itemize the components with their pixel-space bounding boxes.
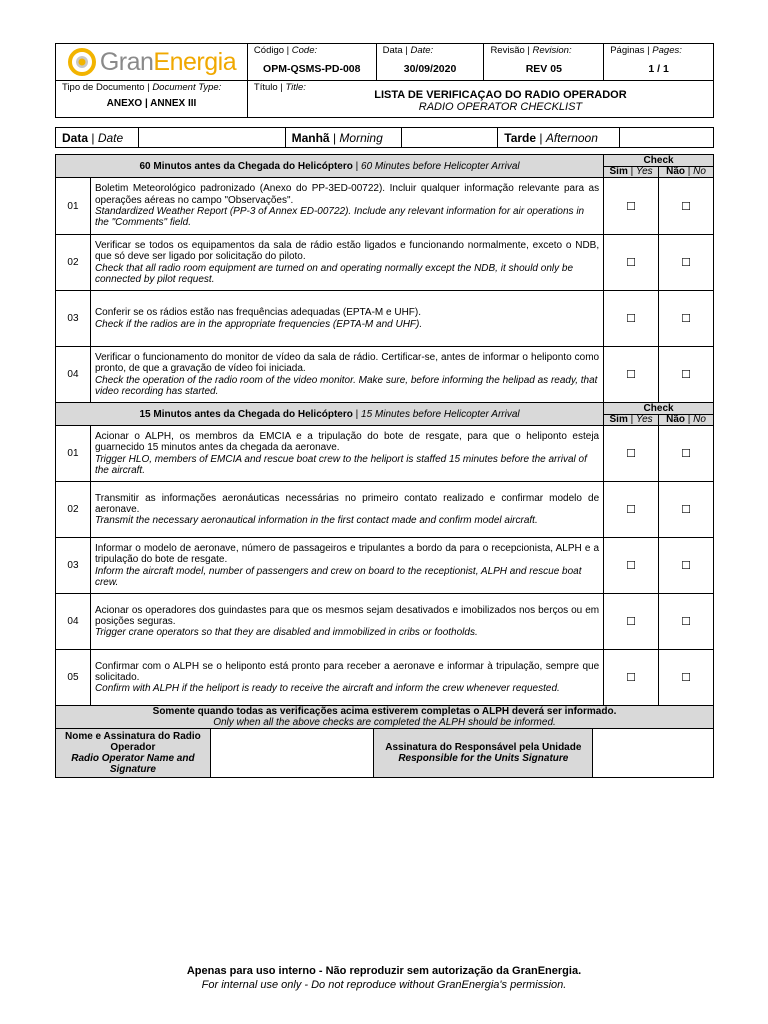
check-column-header	[604, 155, 714, 178]
item-number: 02	[56, 235, 91, 291]
item-text-pt: Informar o modelo de aeronave, número de passageiros e tripulantes a bordo da para o recepcionista, ALPH e a tripulação do bote de resgate.	[94, 542, 600, 566]
checklist-item-row	[56, 235, 714, 291]
afternoon-input[interactable]	[620, 128, 714, 148]
title-pt: LISTA DE VERIFICAÇAO DO RADIO OPERADOR	[374, 89, 627, 101]
yes-checkbox[interactable]: ☐	[604, 482, 659, 538]
yes-checkbox[interactable]: ☐	[604, 594, 659, 650]
checklist-item-row	[56, 291, 714, 347]
operator-signature-label: Nome e Assinatura do Radio Operador Radio Operator Name and Signature	[56, 729, 211, 778]
checklist-table	[55, 154, 714, 729]
yes-checkbox[interactable]: ☐	[604, 235, 659, 291]
item-text-pt: Verificar se todos os equipamentos da sala de rádio estão ligados e funcionando normalmente, exceto o NDB, que só deve ser ligado por solicitação do piloto.	[94, 239, 600, 263]
item-text-pt: Boletim Meteorológico padronizado (Anexo do PP-3ED-00722). Incluir qualquer informação relevante para as operações aéreas no campo "Observações".	[94, 183, 600, 206]
item-description	[90, 650, 603, 706]
item-number: 02	[56, 482, 91, 538]
check-title: Check	[604, 155, 713, 167]
yes-column-label: Sim | Yes	[604, 167, 659, 177]
afternoon-field-label: Tarde | Afternoon	[498, 128, 620, 148]
item-text-pt: Confirmar com o ALPH se o heliponto está pronto para receber a aeronave e informar à tripulação, sempre que solicitado.	[94, 660, 600, 683]
check-title: Check	[604, 403, 713, 415]
checklist-item-row	[56, 426, 714, 482]
responsible-signature-field[interactable]	[593, 729, 714, 778]
doctype-label: Tipo de Documento | Document Type:	[62, 82, 222, 93]
signature-table	[55, 728, 714, 778]
item-text-en: Confirm with ALPH if the heliport is ready to receive the aircraft and inform the crew whenever requested.	[94, 683, 560, 695]
checklist-item-row	[56, 538, 714, 594]
no-checkbox[interactable]: ☐	[659, 594, 714, 650]
operator-signature-field[interactable]	[210, 729, 374, 778]
item-number: 01	[56, 178, 91, 235]
yes-checkbox[interactable]: ☐	[604, 538, 659, 594]
item-text-pt: Transmitir as informações aeronáuticas necessárias no primeiro contato realizado e confirmar modelo de aeronave.	[94, 492, 600, 515]
checklist-item-row	[56, 347, 714, 403]
item-description	[90, 347, 603, 403]
no-checkbox[interactable]: ☐	[659, 291, 714, 347]
item-text-en: Check that all radio room equipment are turned on and operating normally except the NDB, it should only be connected by pilot request.	[94, 262, 574, 285]
section-title: 15 Minutos antes da Chegada do Helicóptero | 15 Minutes before Helicopter Arrival	[56, 403, 604, 426]
morning-input[interactable]	[402, 128, 498, 148]
disclaimer	[0, 964, 768, 992]
date-label: Data | Date:	[382, 45, 434, 56]
revision-value: REV 05	[525, 63, 562, 75]
no-checkbox[interactable]: ☐	[659, 235, 714, 291]
no-column-label: Não | No	[666, 414, 706, 425]
no-checkbox[interactable]: ☐	[659, 347, 714, 403]
yes-checkbox[interactable]: ☐	[604, 178, 659, 235]
checklist-item-row	[56, 482, 714, 538]
yes-checkbox[interactable]: ☐	[604, 347, 659, 403]
no-checkbox[interactable]: ☐	[659, 178, 714, 235]
item-text-pt: Conferir se os rádios estão nas frequências adequadas (EPTA-M e UHF).	[94, 307, 422, 319]
revision-label: Revisão | Revision:	[490, 45, 572, 56]
no-column-label: Não | No	[666, 166, 706, 177]
sun-icon	[67, 47, 97, 77]
item-number: 01	[56, 426, 91, 482]
item-text-en: Check if the radios are in the appropriate frequencies (EPTA-M and UHF).	[94, 318, 423, 330]
pages-value: 1 / 1	[648, 63, 669, 75]
item-text-pt: Acionar o ALPH, os membros da EMCIA e a tripulação do bote de resgate, para que o heliponto esteja guarnecido 15 minutos antes da chegada da aeronave.	[94, 430, 600, 454]
revision-cell	[484, 44, 604, 81]
date-value: 30/09/2020	[403, 63, 457, 75]
item-text-en: Check the operation of the radio room of the video monitor. Make sure, before informing the helipad as ready, that video recording has started.	[94, 374, 598, 397]
check-column-header	[604, 403, 714, 426]
code-value: OPM-QSMS-PD-008	[263, 63, 361, 75]
title-label: Título | Title:	[253, 82, 306, 93]
granenergia-logo	[56, 44, 247, 80]
item-number: 05	[56, 650, 91, 706]
item-text-en: Transmit the necessary aeronautical information in the first contact made and confirm model aircraft.	[94, 515, 538, 527]
section-header-row	[56, 403, 714, 426]
item-description	[90, 426, 603, 482]
yes-column-label: Sim | Yes	[604, 415, 659, 425]
date-input[interactable]	[138, 128, 285, 148]
logo-text-energia: Energia	[153, 47, 237, 76]
document-header	[55, 43, 714, 118]
logo-cell	[56, 44, 248, 81]
checklist-item-row	[56, 650, 714, 706]
date-field-label: Data | Date	[56, 128, 139, 148]
item-description	[90, 291, 603, 347]
item-text-en: Trigger crane operators so that they are disabled and immobilized in cribs or footholds.	[94, 627, 478, 639]
checklist-item-row	[56, 594, 714, 650]
item-number: 04	[56, 594, 91, 650]
disclaimer-pt: Apenas para uso interno - Não reproduzir sem autorização da GranEnergia.	[186, 965, 582, 977]
date-shift-row	[55, 127, 714, 148]
section-header-row	[56, 155, 714, 178]
yes-checkbox[interactable]: ☐	[604, 291, 659, 347]
code-label: Código | Code:	[253, 45, 318, 56]
section-title: 60 Minutos antes da Chegada do Helicóptero | 60 Minutes before Helicopter Arrival	[56, 155, 604, 178]
footer-note-row	[56, 706, 714, 729]
yes-checkbox[interactable]: ☐	[604, 650, 659, 706]
title-cell	[247, 81, 713, 118]
yes-checkbox[interactable]: ☐	[604, 426, 659, 482]
morning-field-label: Manhã | Morning	[285, 128, 402, 148]
logo-text-gran: Gran	[99, 47, 154, 76]
item-text-en: Inform the aircraft model, number of passengers and crew on board to the receptionist, ALPH and rescue boat crew.	[94, 565, 582, 588]
item-number: 03	[56, 538, 91, 594]
code-cell	[247, 44, 376, 81]
checklist-item-row	[56, 178, 714, 235]
date-cell	[376, 44, 484, 81]
footer-note-en: Only when all the above checks are completed the ALPH should be informed.	[213, 717, 556, 728]
no-checkbox[interactable]: ☐	[659, 482, 714, 538]
item-description	[90, 594, 603, 650]
item-description	[90, 482, 603, 538]
item-description	[90, 235, 603, 291]
no-checkbox[interactable]: ☐	[659, 426, 714, 482]
disclaimer-en: For internal use only - Do not reproduce without GranEnergia's permission.	[201, 979, 567, 991]
footer-note-pt: Somente quando todas as verificações acima estiverem completas o ALPH deverá ser informado.	[152, 706, 617, 717]
pages-label: Páginas | Pages:	[610, 45, 682, 56]
title-en: RADIO OPERATOR CHECKLIST	[418, 101, 583, 113]
item-description	[90, 538, 603, 594]
doctype-value: ANEXO | ANNEX III	[106, 98, 197, 109]
pages-cell	[604, 44, 714, 81]
no-checkbox[interactable]: ☐	[659, 650, 714, 706]
item-text-en: Trigger HLO, members of EMCIA and rescue boat crew to the heliport is staffed 15 minutes before the arrival of the aircraft.	[94, 453, 587, 476]
item-number: 04	[56, 347, 91, 403]
item-text-en: Standardized Weather Report (PP-3 of Annex ED-00722). Include any relevant information for air operations in the "Comments" field.	[94, 206, 585, 229]
no-checkbox[interactable]: ☐	[659, 538, 714, 594]
item-text-pt: Acionar os operadores dos guindastes para que os mesmos sejam desativados e imobilizados nos berços ou em posições seguras.	[94, 604, 600, 627]
item-text-pt: Verificar o funcionamento do monitor de vídeo da sala de rádio. Certificar-se, antes de informar o heliponto como pronto, de que a gravação de vídeo foi iniciada.	[94, 351, 600, 375]
item-number: 03	[56, 291, 91, 347]
item-description	[90, 178, 603, 235]
responsible-signature-label: Assinatura do Responsável pela Unidade Responsible for the Units Signature	[374, 729, 593, 778]
doctype-cell	[56, 81, 248, 118]
